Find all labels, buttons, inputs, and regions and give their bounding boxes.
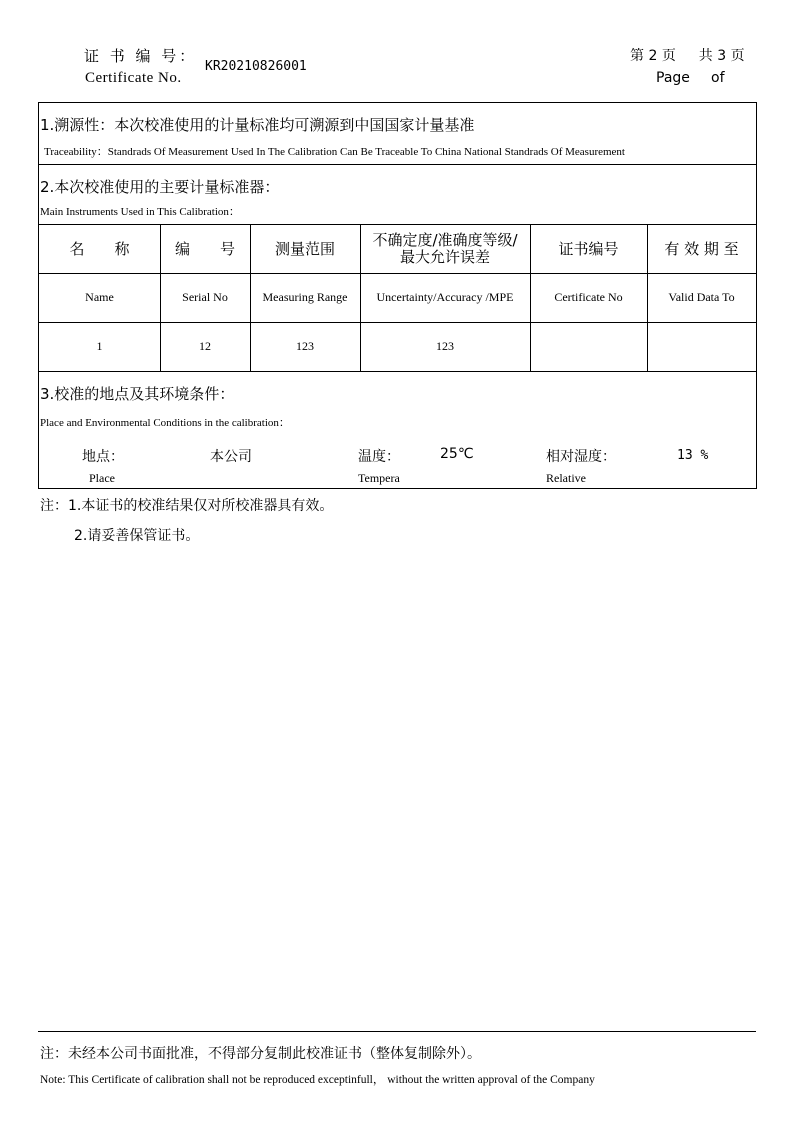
th-certno-cn: 证书编号 [558, 240, 619, 258]
th-uncertainty-en: Uncertainty/Accuracy /MPE [376, 290, 514, 304]
temp-label-cn: 温度： [358, 449, 400, 465]
section2-subtitle: Main Instruments Used in This Calibration： [40, 206, 240, 218]
td-name: 1 [96, 339, 103, 353]
cert-no-label-cn: 证 书 编 号： [84, 47, 198, 65]
humidity-label-en: Relative [546, 471, 586, 485]
page-indicator-cn [630, 45, 745, 65]
page-gong: 共 [698, 48, 713, 64]
th-valid-cn: 有 效 期 至 [664, 240, 739, 258]
cert-no-value: KR20210826001 [205, 59, 307, 74]
calibration-info-frame [38, 102, 757, 489]
place-label-en: Place [89, 471, 115, 485]
page-ye2: 页 [730, 48, 745, 64]
section3-subtitle: Place and Environmental Conditions in the calibration： [40, 417, 290, 429]
section2-title: 2.本次校准使用的主要计量标准器： [40, 178, 280, 196]
th-certno-en: Certificate No [554, 290, 623, 304]
th-serial-en: Serial No [182, 290, 228, 304]
place-value: 本公司 [210, 449, 252, 465]
table-bottom-line [39, 371, 756, 372]
section1-subtitle: Traceability：Standrads Of Measurement Used In The Calibration Can Be Traceable To China National Standrads Of Measurement [44, 146, 625, 158]
page-ye1: 页 [661, 48, 676, 64]
page-current: 2 [648, 48, 658, 64]
page-en-label: Page [656, 70, 690, 86]
th-serial-cn: 编 号 [174, 240, 235, 258]
td-certno [530, 322, 647, 371]
td-valid [647, 322, 756, 371]
temp-value: 25℃ [440, 446, 474, 462]
section3-title: 3.校准的地点及其环境条件： [40, 385, 235, 403]
divider-1 [39, 164, 756, 165]
th-range-en: Measuring Range [262, 290, 348, 304]
th-uncertainty-cn [360, 224, 530, 273]
th-uncertainty-cn-line1: 不确定度/准确度等级/ [372, 230, 518, 249]
place-label-cn: 地点： [82, 449, 124, 465]
td-range: 123 [296, 339, 314, 353]
page-total: 3 [717, 48, 727, 64]
humidity-label-cn: 相对湿度： [546, 449, 616, 465]
page-di: 第 [630, 48, 644, 64]
note-1: 注：1.本证书的校准结果仅对所校准器具有效。 [40, 498, 334, 514]
footer-divider [38, 1031, 756, 1032]
cert-no-label-en: Certificate No. [85, 70, 182, 86]
th-range-cn: 测量范围 [274, 240, 335, 258]
td-uncertainty: 123 [436, 339, 454, 353]
footer-note-cn: 注：未经本公司书面批准，不得部分复制此校准证书（整体复制除外）。 [40, 1046, 481, 1062]
of-en-label: of [711, 70, 725, 86]
th-valid-en: Valid Data To [668, 290, 735, 304]
th-uncertainty-cn-line2: 最大允许误差 [399, 247, 490, 266]
humidity-value: 13 % [677, 448, 709, 463]
th-name-en: Name [85, 290, 114, 304]
section1-title: 1.溯源性：本次校准使用的计量标准均可溯源到中国国家计量基准 [40, 116, 475, 134]
footer-note-en: Note: This Certificate of calibration shall not be reproduced exceptinfull， without the written approval of the Company [40, 1074, 595, 1086]
temp-label-en: Tempera [358, 471, 400, 485]
note-2: 2.请妥善保管证书。 [74, 528, 200, 544]
th-name-cn: 名 称 [69, 240, 130, 258]
td-serial: 12 [199, 339, 211, 353]
